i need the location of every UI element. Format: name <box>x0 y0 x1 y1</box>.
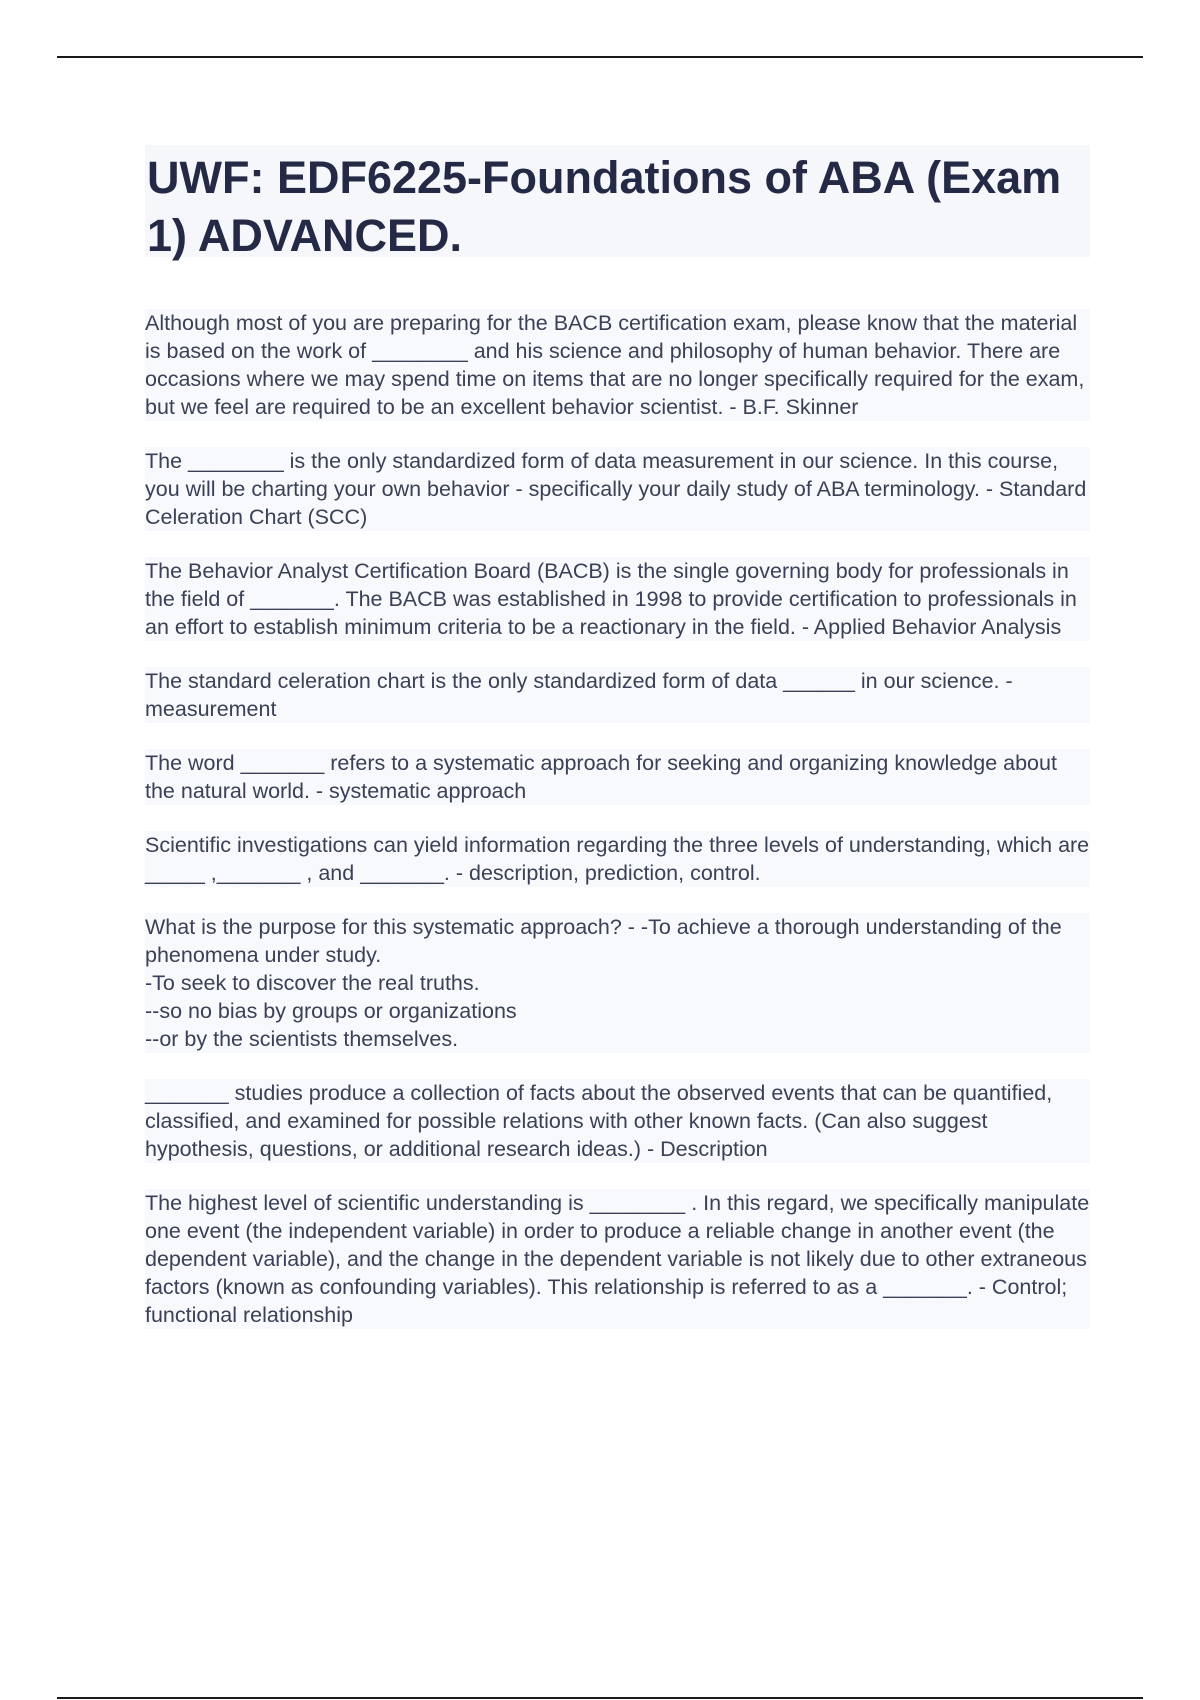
flashcard-text: The standard celeration chart is the only standardized form of data ______ in our science. - measurement <box>145 667 1090 723</box>
flashcard-item <box>145 749 1090 805</box>
flashcard-item <box>145 1189 1090 1329</box>
flashcard-text: What is the purpose for this systematic approach? - -To achieve a thorough understanding of the phenomena under study. -To seek to discover the real truths. --so no bias by groups or organizations --or by the scientists themselves. <box>145 913 1090 1053</box>
document-title: UWF: EDF6225-Foundations of ABA (Exam 1) ADVANCED. <box>147 152 1062 261</box>
flashcard-item <box>145 447 1090 531</box>
flashcard-item <box>145 557 1090 641</box>
footer-rule <box>57 1697 1143 1699</box>
flashcard-text: Scientific investigations can yield information regarding the three levels of understanding, which are _____ ,_______ , and _______. - description, prediction, control. <box>145 833 1090 885</box>
title-block <box>145 145 1090 261</box>
header-rule <box>57 56 1143 58</box>
flashcard-item <box>145 831 1090 887</box>
flashcard-text: Although most of you are preparing for the BACB certification exam, please know that the material is based on the work of ________ and his science and philosophy of human behavior. There are occasions where we may spend time on items that are no longer specifically required for the exam, but we feel are required to be an excellent behavior scientist. - B.F. Skinner <box>145 309 1090 421</box>
flashcard-item <box>145 913 1090 1053</box>
flashcard-text: The word _______ refers to a systematic approach for seeking and organizing knowledge about the natural world. - systematic approach <box>145 749 1090 805</box>
flashcard-text: The highest level of scientific understanding is ________ . In this regard, we specifically manipulate one event (the independent variable) in order to produce a reliable change in another event (the dependent variable), and the change in the dependent variable is not likely due to other extraneous factors (known as confounding variables). This relationship is referred to as a _______. - Control; functional relationship <box>145 1191 1090 1327</box>
flashcard-item <box>145 667 1090 723</box>
flashcard-text: _______ studies produce a collection of facts about the observed events that can be quantified, classified, and examined for possible relations with other known facts. (Can also suggest hypothesis, questions, or additional research ideas.) - Description <box>145 1079 1090 1163</box>
flashcard-list <box>145 309 1090 1355</box>
flashcard-item <box>145 309 1090 421</box>
flashcard-text: The Behavior Analyst Certification Board (BACB) is the single governing body for professionals in the field of _______. The BACB was established in 1998 to provide certification to professionals in an effort to establish minimum criteria to be a reactionary in the field. - Applied Behavior Analysis <box>145 557 1090 641</box>
flashcard-text: The ________ is the only standardized form of data measurement in our science. In this course, you will be charting your own behavior - specifically your daily study of ABA terminology. - Standard Celeration Chart (SCC) <box>145 447 1090 531</box>
flashcard-item <box>145 1079 1090 1163</box>
